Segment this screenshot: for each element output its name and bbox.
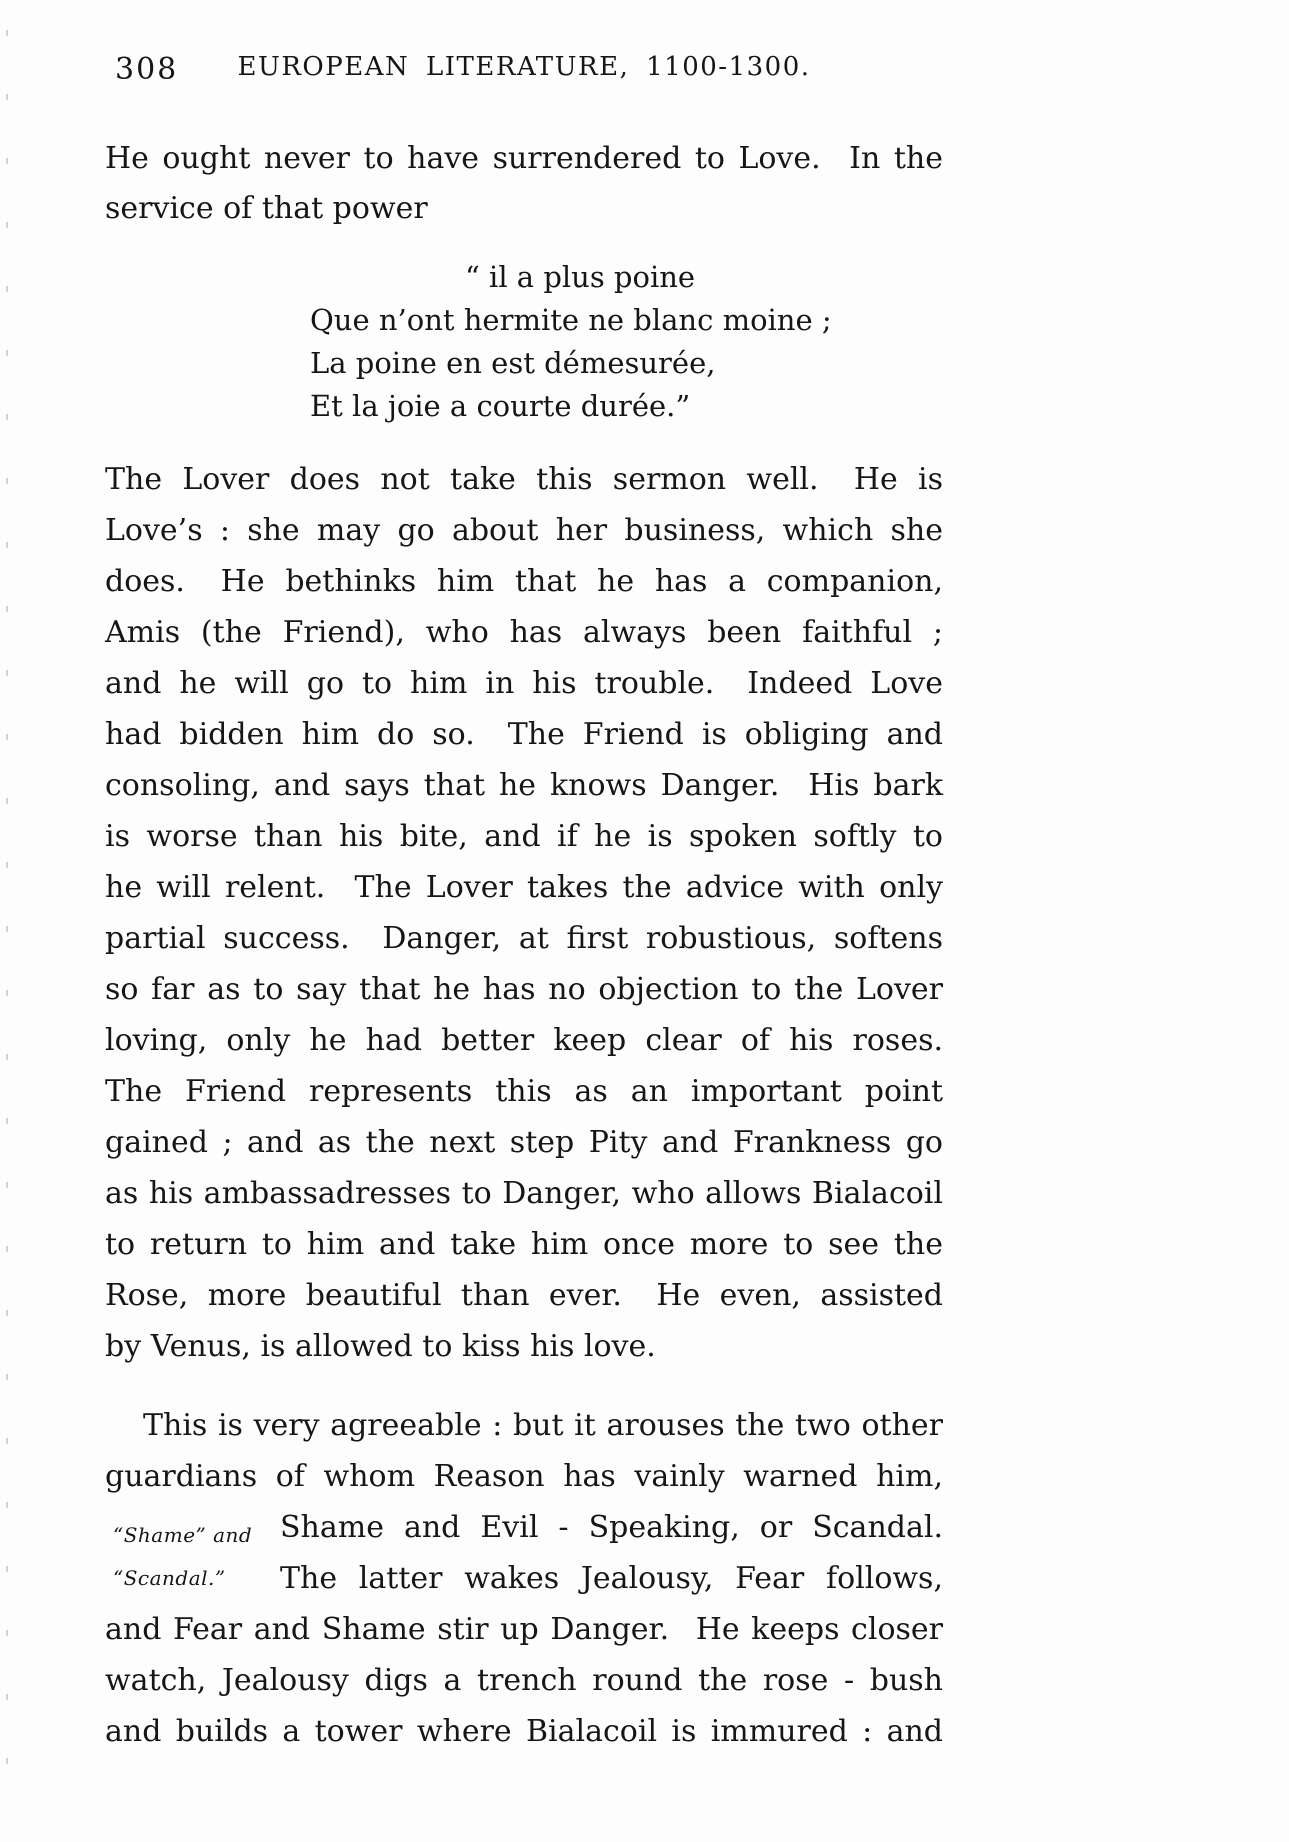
text-line: and he will go to him in his trouble. Indeed Love — [105, 666, 943, 701]
text-line: had bidden him do so. The Friend is obliging and — [105, 717, 943, 752]
text-line: does. He bethinks him that he has a companion, — [105, 564, 943, 599]
text-line: is worse than his bite, and if he is spoken softly to — [105, 819, 943, 854]
text-line: The latter wakes Jealousy, Fear follows, — [280, 1561, 943, 1596]
text-line: Love’s : she may go about her business, which she — [105, 513, 943, 548]
text-line: This is very agreeable : but it arouses the two other — [143, 1408, 943, 1443]
paragraph-lover — [105, 454, 943, 1372]
text-line: La poine en est démesurée, — [310, 346, 716, 380]
text-line: service of that power — [105, 191, 428, 226]
page-body — [105, 134, 943, 1757]
text-line: guardians of whom Reason has vainly warned him, — [105, 1459, 943, 1494]
margin-note-row — [105, 1502, 943, 1604]
text-line: Shame and Evil - Speaking, or Scandal. — [280, 1510, 943, 1545]
text-line: Que n’ont hermite ne blanc moine ; — [310, 303, 832, 337]
paragraph-guardians-top — [105, 1400, 943, 1502]
text-line: Amis (the Friend), who has always been faithful ; — [105, 615, 943, 650]
text-line: by Venus, is allowed to kiss his love. — [105, 1329, 656, 1364]
text-line: Rose, more beautiful than ever. He even, assisted — [105, 1278, 943, 1313]
margin-note — [105, 1502, 280, 1604]
text-line: He ought never to have surrendered to Love. In the — [105, 141, 943, 176]
margin-note-body — [280, 1502, 943, 1604]
text-line: partial success. Danger, at first robustious, softens — [105, 921, 943, 956]
paragraph-guardians — [105, 1400, 943, 1757]
text-line: Et la joie a courte durée.” — [310, 389, 691, 423]
page-header — [105, 52, 943, 88]
paragraph-guardians-bottom — [105, 1604, 943, 1757]
margin-note-line: “Scandal.” — [113, 1566, 226, 1590]
text-line: gained ; and as the next step Pity and Frankness go — [105, 1125, 943, 1160]
scan-artifact-left-edge — [6, 30, 8, 1820]
text-line: loving, only he had better keep clear of his roses. — [105, 1023, 943, 1058]
text-line: The Friend represents this as an important point — [105, 1074, 943, 1109]
verse-quote — [105, 256, 943, 428]
text-line: watch, Jealousy digs a trench round the rose - bush — [105, 1663, 943, 1698]
text-line: as his ambassadresses to Danger, who allows Bialacoil — [105, 1176, 943, 1211]
text-line: “ il a plus poine — [465, 260, 696, 294]
text-line: The Lover does not take this sermon well. He is — [105, 462, 943, 497]
running-title: EUROPEAN LITERATURE, 1100-1300. — [237, 52, 811, 82]
page-number: 308 — [115, 52, 179, 87]
paragraph-intro — [105, 134, 943, 234]
text-line: so far as to say that he has no objection to the Lover — [105, 972, 943, 1007]
text-line: and Fear and Shame stir up Danger. He keeps closer — [105, 1612, 943, 1647]
margin-note-line: “Shame” and — [113, 1523, 253, 1547]
text-line: consoling, and says that he knows Danger. His bark — [105, 768, 943, 803]
text-line: he will relent. The Lover takes the advice with only — [105, 870, 943, 905]
text-line: and builds a tower where Bialacoil is immured : and — [105, 1714, 943, 1749]
text-line: to return to him and take him once more to see the — [105, 1227, 943, 1262]
